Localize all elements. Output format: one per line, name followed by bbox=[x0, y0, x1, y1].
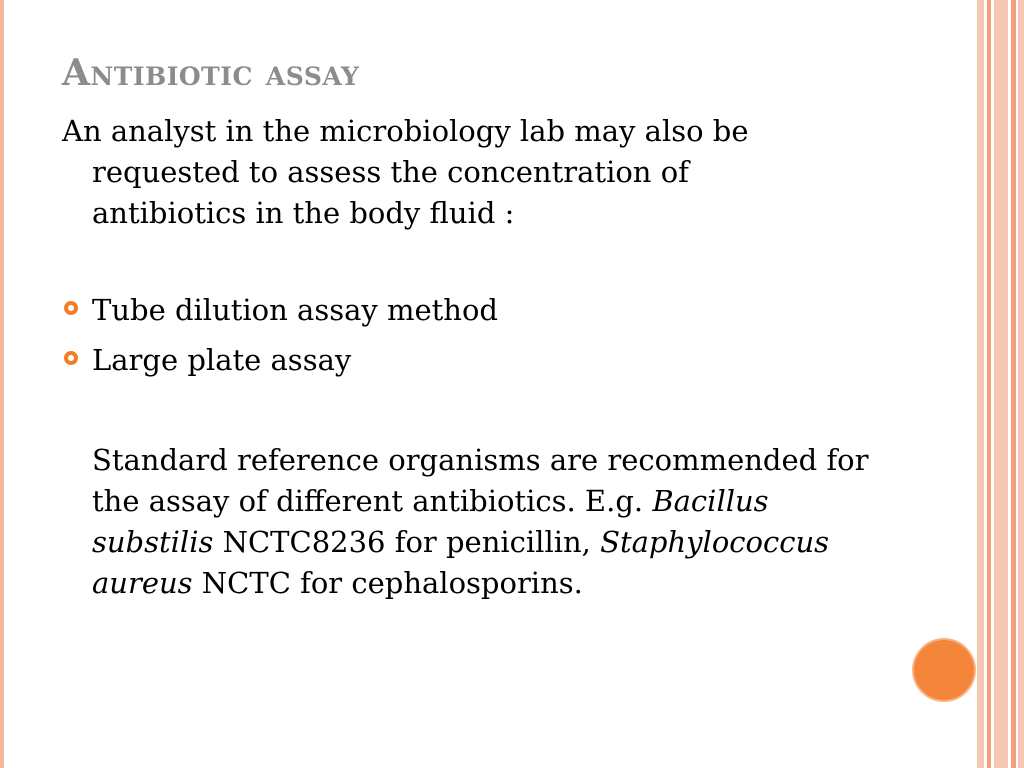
bullet-item bbox=[62, 290, 498, 331]
intro-line-2: requested to assess the concentration of bbox=[92, 155, 689, 189]
intro-line-3: antibiotics in the body fluid : bbox=[92, 196, 515, 230]
decorative-stripe bbox=[1018, 0, 1024, 768]
bullet-text: Large plate assay bbox=[92, 343, 352, 377]
organism-name: Bacillus substilis bbox=[92, 484, 769, 559]
paragraph-text: NCTC for cephalosporins. bbox=[192, 566, 583, 600]
reference-paragraph bbox=[92, 440, 882, 604]
decorative-circle bbox=[914, 640, 974, 700]
decorative-stripe bbox=[987, 0, 991, 768]
paragraph-text: NCTC8236 for penicillin, bbox=[213, 525, 601, 559]
slide-title: Antibiotic assay bbox=[62, 52, 360, 94]
decorative-stripe bbox=[1011, 0, 1016, 768]
bullet-text: Tube dilution assay method bbox=[92, 293, 498, 327]
intro-line-1: An analyst in the microbiology lab may also be bbox=[62, 114, 749, 148]
intro-text bbox=[62, 111, 842, 234]
left-border-line bbox=[0, 0, 4, 768]
ring-bullet-icon bbox=[64, 301, 78, 315]
decorative-stripe bbox=[994, 0, 1008, 768]
decorative-stripe bbox=[977, 0, 984, 768]
organism-name: Staphylococcus aureus bbox=[92, 525, 830, 600]
bullet-item bbox=[62, 340, 351, 381]
paragraph-text: Standard reference organisms are recommended for the assay of different antibiotics. E.g. bbox=[92, 443, 869, 518]
ring-bullet-icon bbox=[64, 351, 78, 365]
